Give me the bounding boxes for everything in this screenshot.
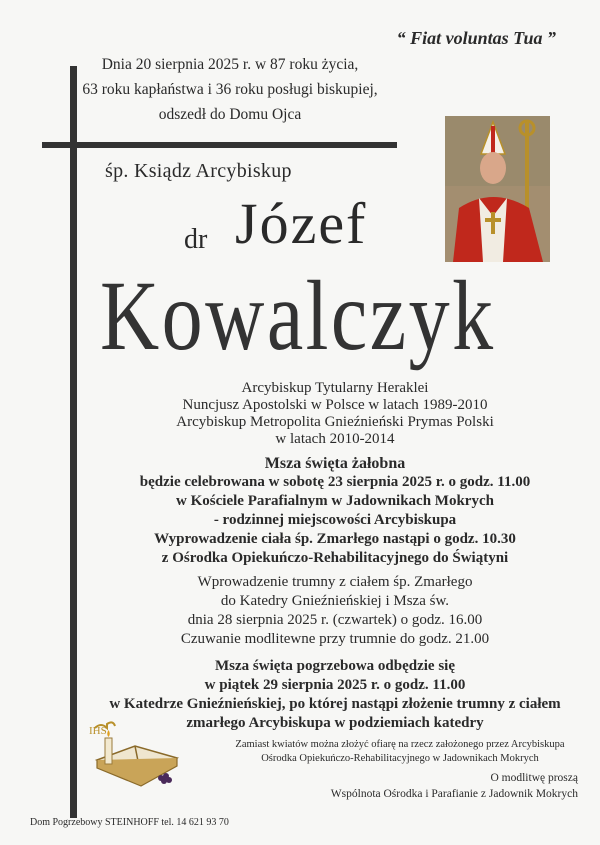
deceased-degree: dr — [184, 224, 208, 255]
mass-line: z Ośrodka Opiekuńczo-Rehabilitacyjnego do Świątyni — [161, 550, 509, 566]
donation-line: Zamiast kwiatów można złożyć ofiarę na rzecz założonego przez Arcybiskupa — [235, 739, 565, 750]
donation-line: Ośrodka Opiekuńczo-Rehabilitacyjnego w Jadownikach Mokrych — [261, 753, 539, 764]
funeral-line: w Katedrze Gnieźnieńskiej, po której nastąpi złożenie trumny z ciałem — [109, 696, 561, 712]
mass-line: w Kościele Parafialnym w Jadownikach Mokrych — [176, 493, 494, 509]
mourners-line: O modlitwę proszą — [490, 772, 578, 784]
deceased-first-name: Józef — [235, 191, 368, 256]
mass-line: - rodzinnej miejscowości Arcybiskupa — [213, 512, 457, 528]
title-line: Nuncjusz Apostolski w Polsce w latach 1989-2010 — [182, 397, 488, 413]
deceased-surname: Kowalczyk — [100, 260, 496, 371]
intro-line: 63 roku kapłaństwa i 36 roku posługi biskupiej, — [82, 81, 378, 98]
mourning-mass-block — [100, 454, 570, 568]
funeral-line: w piątek 29 sierpnia 2025 r. o godz. 11.00 — [204, 677, 466, 693]
intro-line: odszedł do Domu Ojca — [158, 106, 302, 123]
coffin-line: dnia 28 sierpnia 2025 r. (czwartek) o godz. 16.00 — [187, 612, 483, 628]
mass-line: będzie celebrowana w sobotę 23 sierpnia 2025 r. o godz. 11.00 — [139, 474, 531, 490]
bible-candle-illustration — [85, 720, 185, 792]
titles-block — [100, 380, 570, 448]
title-line: w latach 2010-2014 — [275, 431, 395, 447]
deceased-prefix: śp. Ksiądz Arcybiskup — [105, 160, 292, 182]
cross-vertical-bar — [70, 66, 77, 818]
funeral-home-footer: Dom Pogrzebowy STEINHOFF tel. 14 621 93 70 — [30, 817, 229, 828]
cross-horizontal-bar — [42, 142, 397, 148]
mourners-line: Wspólnota Ośrodka i Parafianie z Jadownik Mokrych — [330, 788, 578, 800]
coffin-line: do Katedry Gnieźnieńskiej i Msza św. — [220, 593, 450, 609]
motto: “ Fiat voluntas Tua ” — [396, 28, 556, 48]
mass-heading: Msza święta żałobna — [264, 455, 406, 472]
mourners-signature — [331, 770, 578, 802]
funeral-line: zmarłego Arcybiskupa w podziemiach katedry — [186, 715, 484, 731]
funeral-heading: Msza święta pogrzebowa odbędzie się — [215, 658, 455, 674]
coffin-line: Wprowadzenie trumny z ciałem śp. Zmarłego — [197, 574, 473, 590]
ihs-monogram: IHS — [89, 725, 107, 737]
title-line: Arcybiskup Metropolita Gnieźnieński Prymas Polski — [176, 414, 494, 430]
intro-text — [0, 52, 460, 127]
portrait-photo — [445, 116, 550, 262]
mass-line: Wyprowadzenie ciała śp. Zmarłego nastąpi o godz. 10.30 — [154, 531, 516, 547]
coffin-block — [100, 573, 570, 649]
coffin-line: Czuwanie modlitewne przy trumnie do godz. 21.00 — [180, 631, 490, 647]
donation-note — [220, 738, 580, 766]
intro-line: Dnia 20 sierpnia 2025 r. w 87 roku życia, — [101, 56, 359, 73]
title-line: Arcybiskup Tytularny Heraklei — [241, 380, 429, 396]
